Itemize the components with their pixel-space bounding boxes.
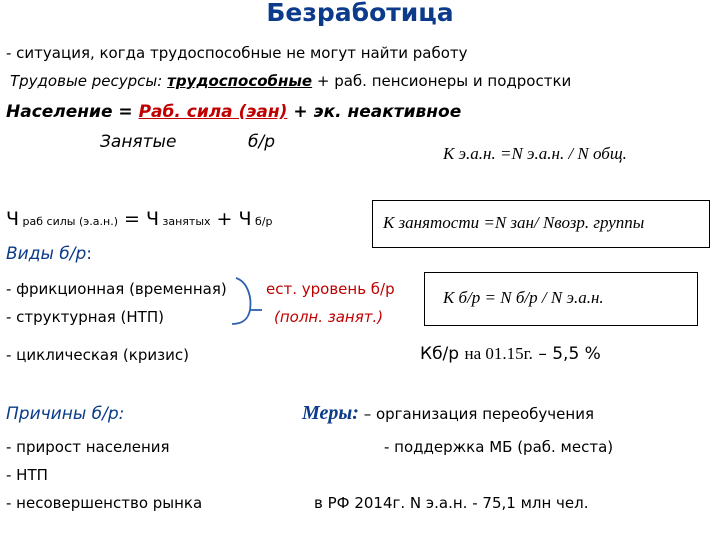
unemployment-formula: К б/р = N б/р / N э.а.н.	[443, 288, 604, 307]
population-line	[6, 102, 461, 122]
cause-item-market: - несовершенство рынка	[6, 494, 203, 512]
unemployment-formula-box	[424, 272, 698, 326]
eq-sub-3: б/р	[251, 215, 273, 228]
eq-sub-2: занятых	[159, 215, 211, 228]
employment-formula: К занятости =N зан/ Nвозр. группы	[383, 213, 645, 232]
rate-date: на 01.15г.	[464, 344, 533, 363]
unemployment-rate	[420, 344, 601, 364]
labor-force-term: Раб. сила (эан)	[138, 102, 288, 122]
types-colon: :	[86, 244, 93, 264]
labor-resources-line	[10, 72, 571, 90]
eam-formula-box	[412, 132, 698, 176]
labor-force-equation	[6, 208, 273, 230]
measures-first: – организация переобучения	[358, 405, 594, 423]
page-title: Безработица	[266, 0, 454, 27]
type-item-frictional: - фрикционная (временная)	[6, 280, 227, 298]
definition-line: - ситуация, когда трудоспособные не могут найти работу	[6, 44, 468, 62]
unemployed-label: б/р	[248, 132, 276, 152]
causes-heading: Причины б/р:	[6, 404, 125, 424]
types-heading	[6, 244, 92, 264]
measures-line	[302, 402, 594, 425]
population-lhs: Население =	[6, 102, 139, 122]
eq-sub-1: раб силы (э.а.н.)	[19, 215, 118, 228]
full-employment-label: (полн. занят.)	[274, 308, 384, 326]
population-rest: + эк. неактивное	[287, 102, 462, 122]
eq-ch-2: = Ч	[117, 208, 160, 230]
eq-ch-3: + Ч	[210, 208, 252, 230]
rate-prefix: Кб/р	[420, 344, 460, 364]
rate-value: – 5,5 %	[532, 344, 601, 364]
types-heading-text: Виды б/р	[6, 244, 87, 264]
type-item-cyclical: - циклическая (кризис)	[6, 346, 189, 364]
eam-formula: К э.а.н. =N э.а.н. / N общ.	[443, 144, 627, 163]
cause-item-ntp: - НТП	[6, 466, 48, 484]
eq-ch-1: Ч	[6, 208, 20, 230]
bracket-icon	[228, 276, 268, 328]
cause-item-population: - прирост населения	[6, 438, 170, 456]
labor-resources-label: Трудовые ресурсы:	[10, 72, 163, 90]
measures-heading: Меры:	[302, 402, 359, 424]
measures-second: - поддержка МБ (раб. места)	[384, 438, 614, 456]
employment-formula-box	[372, 200, 710, 248]
type-item-structural: - структурная (НТП)	[6, 308, 164, 326]
natural-level-label: ест. уровень б/р	[266, 280, 395, 298]
russia-2014-line: в РФ 2014г. N э.а.н. - 75,1 млн чел.	[314, 494, 589, 512]
employed-label: Занятые	[100, 132, 177, 152]
labor-able-bodied: трудоспособные	[167, 72, 313, 90]
labor-rest: + раб. пенсионеры и подростки	[312, 72, 572, 90]
